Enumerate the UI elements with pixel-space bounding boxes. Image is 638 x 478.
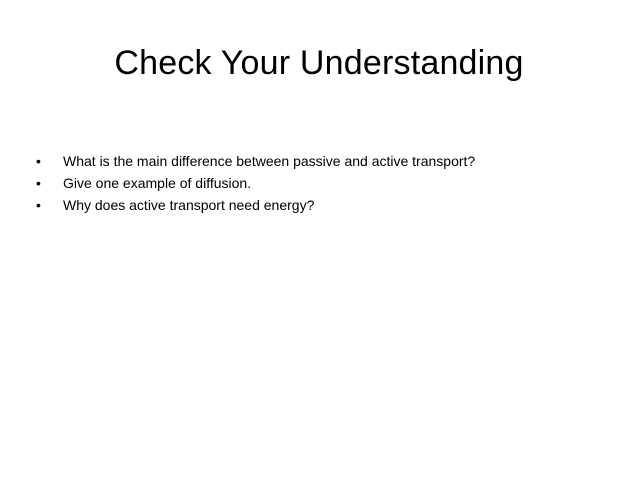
bullet-text: Why does active transport need energy? [63, 197, 315, 213]
bullet-point-icon: • [36, 175, 41, 191]
bullet-item [36, 172, 616, 194]
bullet-item [36, 194, 616, 216]
bullet-text: Give one example of diffusion. [63, 175, 252, 191]
bullet-item [36, 150, 616, 172]
bullet-point-icon: • [36, 197, 41, 213]
bullet-text: What is the main difference between passive and active transport? [63, 153, 476, 169]
slide-title: Check Your Understanding [114, 44, 524, 82]
bullet-list [36, 150, 616, 216]
bullet-point-icon: • [36, 153, 41, 169]
